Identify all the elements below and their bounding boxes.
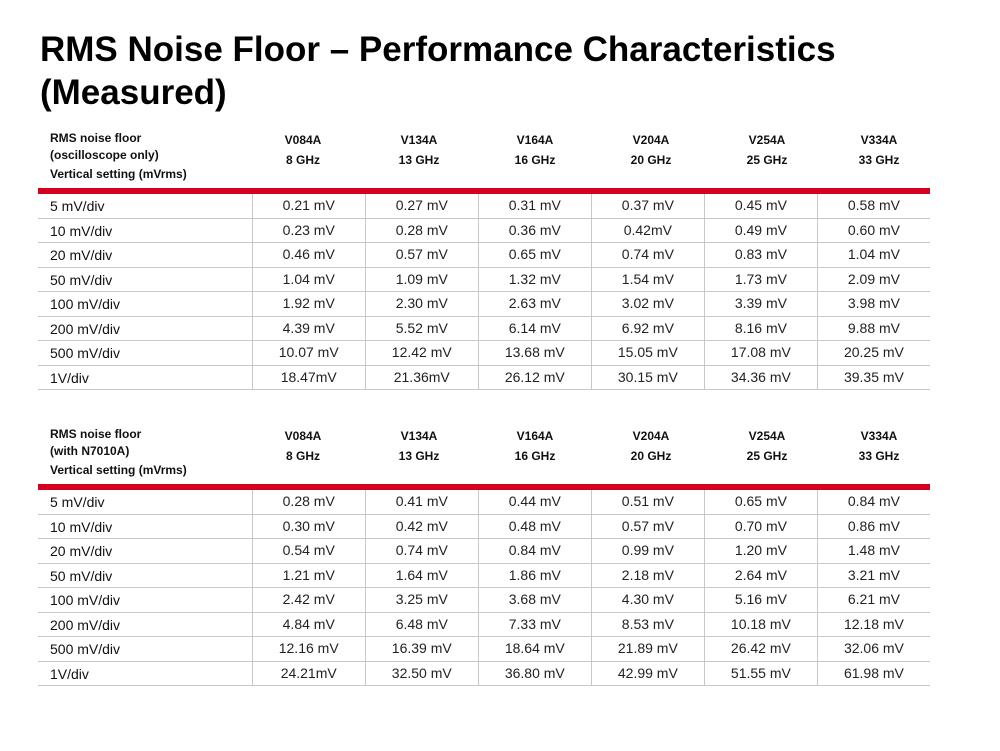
table-cell: 0.41 mV: [365, 490, 478, 514]
table-cell: 0.65 mV: [478, 243, 591, 267]
header-label: [50, 130, 187, 183]
table-cell: 0.84 mV: [478, 539, 591, 563]
column-model: V084A: [284, 429, 322, 443]
table-cell: 6.21 mV: [817, 588, 930, 612]
table-cell: 0.65 mV: [704, 490, 817, 514]
column-model: V254A: [748, 429, 786, 443]
table-cell: 26.12 mV: [478, 366, 591, 390]
table-row: [38, 564, 930, 589]
column-header-v204a: [593, 426, 709, 466]
table-cell: 5.52 mV: [365, 317, 478, 341]
table-cell: 51.55 mV: [704, 662, 817, 686]
table-cell: 0.28 mV: [252, 490, 365, 514]
table-row: [38, 366, 930, 391]
table-cell: 12.18 mV: [817, 613, 930, 637]
table-cell: 2.63 mV: [478, 292, 591, 316]
table-row: [38, 243, 930, 268]
column-bandwidth: 33 GHz: [858, 153, 900, 167]
table-cell: 0.57 mV: [365, 243, 478, 267]
column-header-v084a: [245, 426, 361, 466]
table-cell: 1.64 mV: [365, 564, 478, 588]
header-label: [50, 426, 187, 479]
row-setting: 1V/div: [50, 369, 89, 386]
column-model: V254A: [748, 133, 786, 147]
row-setting: 100 mV/div: [50, 592, 121, 608]
table-cell: 12.42 mV: [365, 341, 478, 365]
table-cell: 3.02 mV: [591, 292, 704, 316]
column-bandwidth: 16 GHz: [514, 153, 556, 167]
table-row: [38, 194, 930, 219]
table-cell: 4.39 mV: [252, 317, 365, 341]
row-setting: 100 mV/div: [50, 296, 121, 312]
table-cell: 0.37 mV: [591, 194, 704, 218]
table-row: [38, 662, 930, 687]
header-label-line2: (with N7010A): [50, 444, 130, 458]
table-cell: 0.83 mV: [704, 243, 817, 267]
column-model: V204A: [632, 133, 670, 147]
table-header: [38, 424, 930, 484]
table-cell: 1.32 mV: [478, 268, 591, 292]
table-cell: 10.07 mV: [252, 341, 365, 365]
table-cell: 0.42 mV: [365, 515, 478, 539]
table-row: [38, 539, 930, 564]
column-header-v084a: [245, 130, 361, 170]
table-cell: 9.88 mV: [817, 317, 930, 341]
table-cell: 0.27 mV: [365, 194, 478, 218]
column-model: V134A: [400, 429, 438, 443]
table-row: [38, 341, 930, 366]
table-cell: 6.48 mV: [365, 613, 478, 637]
table-cell: 18.47mV: [252, 366, 365, 390]
noise-table-with-n7010a: [38, 424, 930, 686]
column-model: V084A: [284, 133, 322, 147]
column-header-v134a: [361, 426, 477, 466]
row-setting: 20 mV/div: [50, 543, 113, 559]
table-cell: 12.16 mV: [252, 637, 365, 661]
column-bandwidth: 8 GHz: [285, 153, 320, 167]
table-cell: 1.04 mV: [252, 268, 365, 292]
header-label-line2: (oscilloscope only): [50, 148, 159, 162]
row-setting: 5 mV/div: [50, 198, 105, 214]
table-cell: 7.33 mV: [478, 613, 591, 637]
table-row: [38, 637, 930, 662]
table-row: [38, 268, 930, 293]
table-cell: 0.30 mV: [252, 515, 365, 539]
column-model: V204A: [632, 429, 670, 443]
header-label-line1: RMS noise floor: [50, 131, 142, 145]
table-cell: 0.21 mV: [252, 194, 365, 218]
column-bandwidth: 25 GHz: [746, 153, 788, 167]
header-label-line1: RMS noise floor: [50, 427, 142, 441]
column-header-v334a: [821, 426, 937, 466]
table-cell: 6.14 mV: [478, 317, 591, 341]
page-title: RMS Noise Floor – Performance Characteristics (Measured): [40, 30, 836, 112]
table-cell: 0.84 mV: [817, 490, 930, 514]
table-cell: 3.25 mV: [365, 588, 478, 612]
table-cell: 1.09 mV: [365, 268, 478, 292]
table-cell: 1.92 mV: [252, 292, 365, 316]
table-cell: 16.39 mV: [365, 637, 478, 661]
table-cell: 42.99 mV: [591, 662, 704, 686]
column-model: V164A: [516, 133, 554, 147]
row-setting: 200 mV/div: [50, 616, 121, 633]
table-row: [38, 515, 930, 540]
column-header-v254a: [709, 426, 825, 466]
table-cell: 21.36mV: [365, 366, 478, 390]
column-header-v254a: [709, 130, 825, 170]
column-bandwidth: 20 GHz: [630, 449, 672, 463]
table-cell: 3.68 mV: [478, 588, 591, 612]
row-setting: 200 mV/div: [50, 320, 121, 337]
table-cell: 0.58 mV: [817, 194, 930, 218]
table-cell: 5.16 mV: [704, 588, 817, 612]
table-cell: 0.60 mV: [817, 219, 930, 243]
column-header-v164a: [477, 426, 593, 466]
table-cell: 2.18 mV: [591, 564, 704, 588]
table-cell: 13.68 mV: [478, 341, 591, 365]
table-cell: 4.84 mV: [252, 613, 365, 637]
table-cell: 21.89 mV: [591, 637, 704, 661]
table-cell: 0.57 mV: [591, 515, 704, 539]
table-cell: 61.98 mV: [817, 662, 930, 686]
table-header: [38, 128, 930, 188]
table-cell: 0.44 mV: [478, 490, 591, 514]
table-cell: 34.36 mV: [704, 366, 817, 390]
row-setting: 500 mV/div: [50, 641, 121, 657]
table-cell: 0.28 mV: [365, 219, 478, 243]
table-cell: 0.51 mV: [591, 490, 704, 514]
table-cell: 1.04 mV: [817, 243, 930, 267]
table-row: [38, 317, 930, 342]
table-cell: 30.15 mV: [591, 366, 704, 390]
table-cell: 0.49 mV: [704, 219, 817, 243]
table-cell: 1.73 mV: [704, 268, 817, 292]
table-cell: 3.98 mV: [817, 292, 930, 316]
row-setting: 1V/div: [50, 665, 89, 682]
table-cell: 18.64 mV: [478, 637, 591, 661]
table-row: [38, 490, 930, 515]
table-cell: 1.48 mV: [817, 539, 930, 563]
vertical-setting-label: Vertical setting (mVrms): [50, 167, 187, 181]
table-cell: 32.50 mV: [365, 662, 478, 686]
table-cell: 20.25 mV: [817, 341, 930, 365]
table-cell: 2.09 mV: [817, 268, 930, 292]
row-setting: 500 mV/div: [50, 345, 121, 361]
table-cell: 24.21mV: [252, 662, 365, 686]
table-row: [38, 613, 930, 638]
column-bandwidth: 33 GHz: [858, 449, 900, 463]
table-cell: 1.54 mV: [591, 268, 704, 292]
column-model: V334A: [860, 133, 898, 147]
table-cell: 0.99 mV: [591, 539, 704, 563]
column-bandwidth: 25 GHz: [746, 449, 788, 463]
table-cell: 32.06 mV: [817, 637, 930, 661]
table-cell: 2.30 mV: [365, 292, 478, 316]
column-model: V334A: [860, 429, 898, 443]
table-cell: 0.86 mV: [817, 515, 930, 539]
table-cell: 0.36 mV: [478, 219, 591, 243]
table-cell: 0.45 mV: [704, 194, 817, 218]
table-cell: 0.42mV: [591, 219, 704, 243]
column-model: V134A: [400, 133, 438, 147]
table-row: [38, 219, 930, 244]
vertical-setting-label: Vertical setting (mVrms): [50, 463, 187, 477]
table-cell: 2.64 mV: [704, 564, 817, 588]
table-cell: 3.21 mV: [817, 564, 930, 588]
row-setting: 50 mV/div: [50, 567, 113, 584]
column-bandwidth: 8 GHz: [285, 449, 320, 463]
column-bandwidth: 20 GHz: [630, 153, 672, 167]
column-header-v134a: [361, 130, 477, 170]
column-header-v164a: [477, 130, 593, 170]
table-cell: 6.92 mV: [591, 317, 704, 341]
table-cell: 0.74 mV: [591, 243, 704, 267]
row-setting: 10 mV/div: [50, 222, 113, 239]
table-cell: 8.16 mV: [704, 317, 817, 341]
row-setting: 5 mV/div: [50, 494, 105, 510]
table-row: [38, 588, 930, 613]
table-cell: 0.48 mV: [478, 515, 591, 539]
table-cell: 39.35 mV: [817, 366, 930, 390]
table-cell: 1.21 mV: [252, 564, 365, 588]
column-model: V164A: [516, 429, 554, 443]
noise-table-oscilloscope-only: [38, 128, 930, 390]
table-cell: 4.30 mV: [591, 588, 704, 612]
table-cell: 15.05 mV: [591, 341, 704, 365]
table-cell: 10.18 mV: [704, 613, 817, 637]
table-cell: 17.08 mV: [704, 341, 817, 365]
column-header-v204a: [593, 130, 709, 170]
table-row: [38, 292, 930, 317]
table-cell: 8.53 mV: [591, 613, 704, 637]
table-cell: 0.31 mV: [478, 194, 591, 218]
table-cell: 2.42 mV: [252, 588, 365, 612]
table-cell: 0.70 mV: [704, 515, 817, 539]
row-setting: 50 mV/div: [50, 271, 113, 288]
table-cell: 1.20 mV: [704, 539, 817, 563]
column-bandwidth: 13 GHz: [398, 153, 440, 167]
row-setting: 10 mV/div: [50, 518, 113, 535]
row-setting: 20 mV/div: [50, 247, 113, 263]
table-cell: 0.74 mV: [365, 539, 478, 563]
table-cell: 3.39 mV: [704, 292, 817, 316]
table-cell: 0.23 mV: [252, 219, 365, 243]
table-cell: 0.54 mV: [252, 539, 365, 563]
column-bandwidth: 13 GHz: [398, 449, 440, 463]
column-header-v334a: [821, 130, 937, 170]
table-cell: 36.80 mV: [478, 662, 591, 686]
column-bandwidth: 16 GHz: [514, 449, 556, 463]
table-cell: 1.86 mV: [478, 564, 591, 588]
table-cell: 0.46 mV: [252, 243, 365, 267]
table-cell: 26.42 mV: [704, 637, 817, 661]
